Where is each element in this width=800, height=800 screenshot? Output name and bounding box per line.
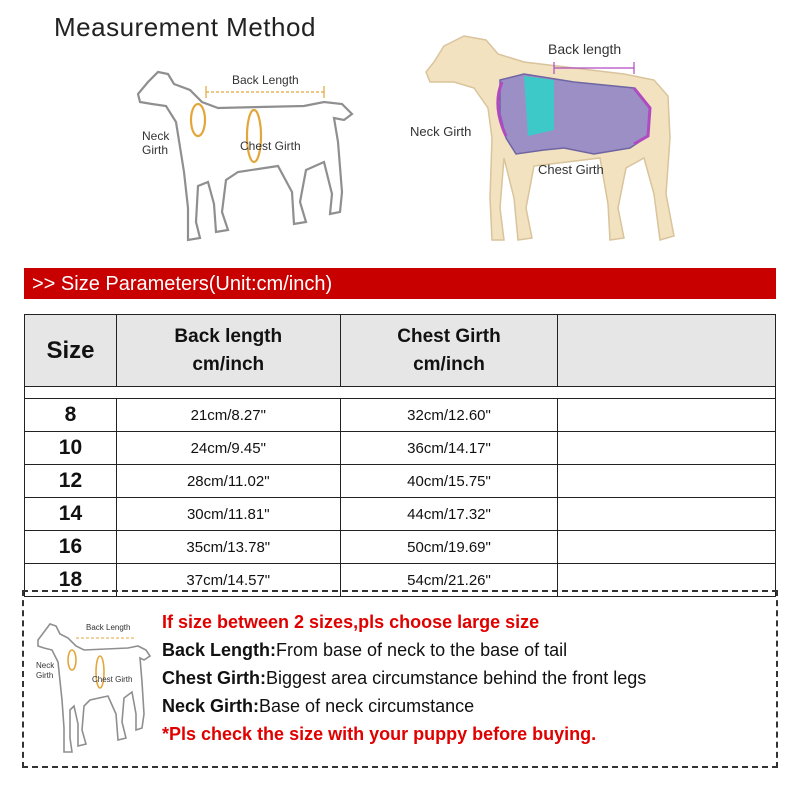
mini-back-length-label: Back Length	[86, 623, 131, 632]
size-parameters-band: >> Size Parameters(Unit:cm/inch)	[24, 268, 776, 300]
chest-girth-cell: 32cm/12.60"	[340, 399, 558, 432]
mini-neck-label-line2: Girth	[36, 671, 54, 680]
chest-girth-cell: 36cm/14.17"	[340, 432, 558, 465]
empty-cell	[558, 531, 776, 564]
size-tip-text: If size between 2 sizes,pls choose large size	[162, 612, 540, 632]
table-row	[25, 498, 776, 531]
mini-dog-outline-icon	[32, 610, 156, 760]
extra-column-header	[558, 315, 776, 387]
chest-girth-note-label: Chest Girth:	[162, 668, 267, 688]
chest-girth-cell: 44cm/17.32"	[340, 498, 558, 531]
back-length-note-text: From base of neck to the base of tail	[276, 640, 568, 660]
back-length-cell: 24cm/9.45"	[116, 432, 340, 465]
dog-outline-illustration	[128, 62, 360, 252]
empty-cell	[558, 432, 776, 465]
dog-photo-illustration	[404, 18, 700, 250]
neck-girth-note-label: Neck Girth:	[162, 696, 260, 716]
back-length-label: Back Length	[232, 73, 299, 87]
table-row	[25, 432, 776, 465]
neck-girth-label-line1: Neck	[142, 129, 170, 143]
chest-girth-cell: 54cm/21.26"	[340, 564, 558, 597]
back-length-column-header	[116, 315, 340, 387]
neck-girth-note-text: Base of neck circumstance	[259, 696, 475, 716]
back-length-note	[162, 636, 646, 664]
size-cell: 10	[25, 432, 117, 465]
back-length-cell: 21cm/8.27"	[116, 399, 340, 432]
chest-girth-label: Chest Girth	[240, 139, 301, 153]
size-table	[24, 314, 776, 597]
back-length-header-line2: cm/inch	[192, 353, 265, 375]
back-length-photo-label: Back length	[548, 41, 622, 57]
neck-girth-label-line2: Girth	[142, 143, 169, 157]
dog-outline-shape	[138, 72, 352, 240]
back-length-note-label: Back Length:	[162, 640, 277, 660]
mini-neck-label-line1: Neck	[36, 661, 55, 670]
back-length-cell: 30cm/11.81"	[116, 498, 340, 531]
empty-cell	[558, 399, 776, 432]
neck-girth-note	[162, 692, 646, 720]
table-row	[25, 531, 776, 564]
back-length-cell: 37cm/14.57"	[116, 564, 340, 597]
header-gap-row	[25, 387, 776, 399]
table-row	[25, 399, 776, 432]
chest-girth-note-text: Biggest area circumstance behind the front legs	[266, 668, 647, 688]
chest-girth-photo-label: Chest Girth	[538, 162, 604, 177]
size-notes-box	[22, 590, 778, 768]
back-length-cell: 35cm/13.78"	[116, 531, 340, 564]
chest-girth-cell: 40cm/15.75"	[340, 465, 558, 498]
size-column-header: Size	[25, 315, 117, 387]
chest-girth-header-line1: Chest Girth	[397, 325, 501, 347]
check-size-warning: *Pls check the size with your puppy before buying.	[162, 724, 597, 744]
size-cell: 16	[25, 531, 117, 564]
empty-cell	[558, 498, 776, 531]
neck-girth-photo-label: Neck Girth	[410, 124, 472, 139]
empty-cell	[558, 465, 776, 498]
chest-girth-column-header	[340, 315, 558, 387]
notes-text-block	[162, 608, 646, 748]
chest-girth-header-line2: cm/inch	[413, 353, 485, 375]
table-header-row	[25, 315, 776, 387]
mini-chest-girth-label: Chest Girth	[92, 675, 133, 684]
back-length-header-line1: Back length	[174, 325, 283, 347]
table-row	[25, 465, 776, 498]
back-length-cell: 28cm/11.02"	[116, 465, 340, 498]
size-cell: 14	[25, 498, 117, 531]
size-cell: 12	[25, 465, 117, 498]
size-cell: 18	[25, 564, 117, 597]
size-cell: 8	[25, 399, 117, 432]
page-title: Measurement Method	[54, 12, 316, 42]
chest-girth-cell: 50cm/19.69"	[340, 531, 558, 564]
chest-girth-note	[162, 664, 646, 692]
